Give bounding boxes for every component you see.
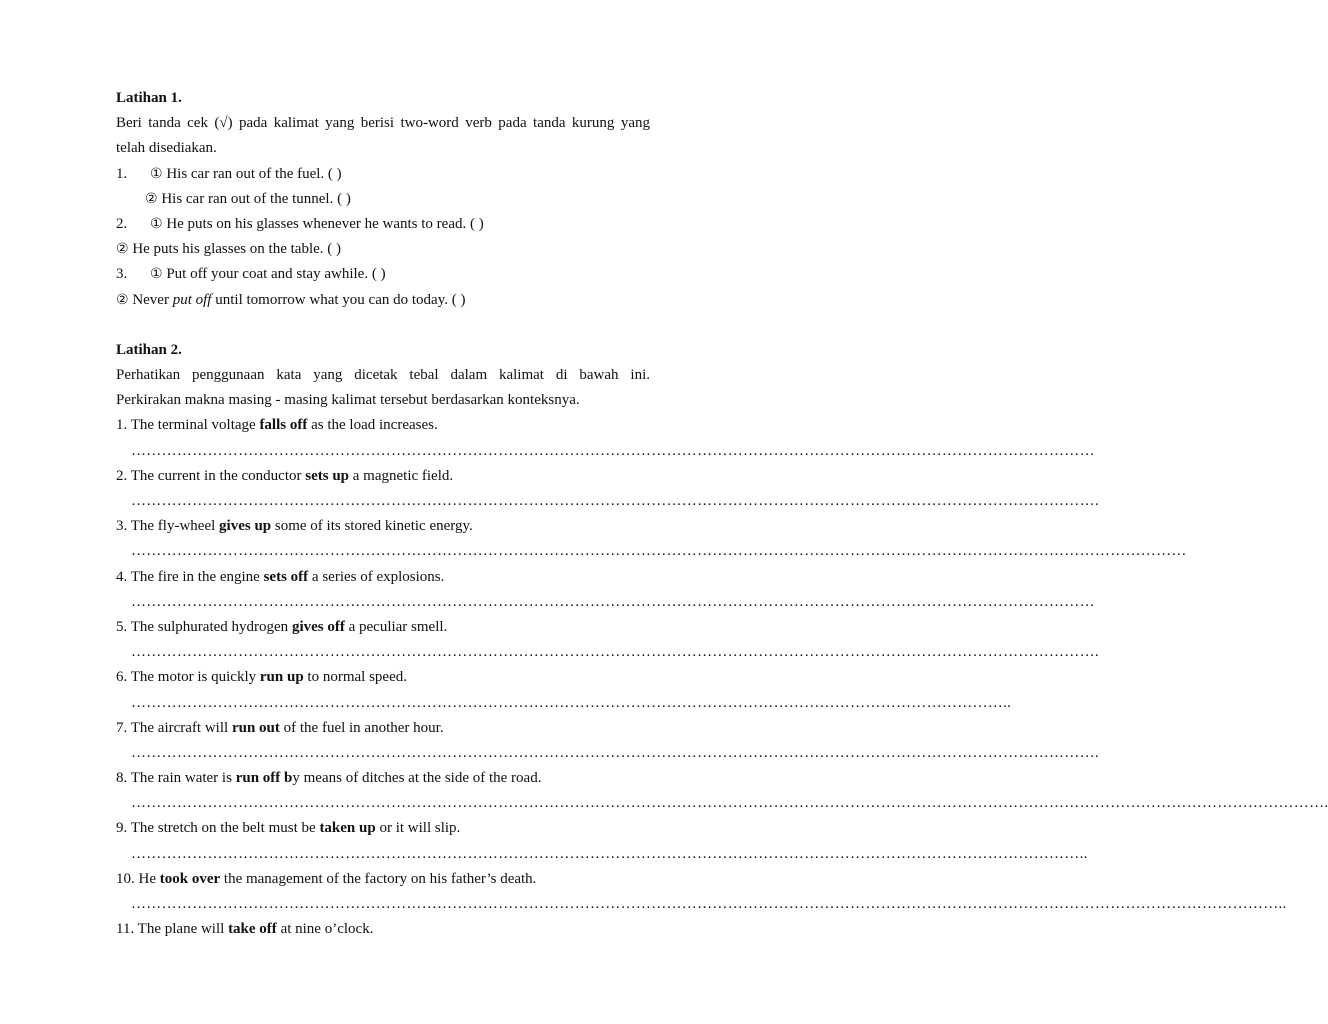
bold-phrase: run off b (235, 770, 293, 787)
item-number: 2. (116, 215, 128, 232)
answer-blank-6[interactable]: ……………………………………………………………………………………………………………………………………………………….. (131, 694, 1012, 711)
latihan-2-title: Latihan 2. (116, 341, 182, 358)
bold-phrase: run up (259, 669, 304, 686)
item-text-italic: put off (172, 291, 212, 308)
circled-two-marker: ② (116, 241, 129, 258)
sentence-text: 4. The fire in the engine (116, 568, 264, 585)
latihan-1-title: Latihan 1. (116, 90, 182, 106)
bold-phrase: sets off (263, 568, 309, 585)
item-number: 1. (116, 165, 128, 182)
exercise-item-2 (116, 464, 650, 489)
bold-phrase: falls off (259, 417, 308, 434)
latihan-1-item-3b (116, 288, 650, 313)
circled-two-marker: ② (116, 291, 129, 308)
item-text: Put off your coat and stay awhile. ( ) (166, 266, 386, 283)
sentence-text: to normal speed. (303, 669, 407, 686)
answer-blank-8[interactable]: ………………………………………………………………………………………………………………………………………………………………………………………………………………. (131, 795, 1328, 812)
sentence-text: a peculiar smell. (344, 618, 448, 635)
item-number: 3. (116, 266, 128, 283)
sentence-text: or it will slip. (375, 820, 461, 837)
circled-two-marker: ② (145, 190, 158, 207)
item-text-after: until tomorrow what you can do today. ( ) (211, 291, 466, 308)
answer-blank-5[interactable]: ………………………………………………………………………………………………………………………………………………………………………. (131, 644, 1099, 661)
item-text: He puts on his glasses whenever he wants to read. ( ) (162, 215, 484, 232)
sentence-text: 7. The aircraft will (116, 719, 232, 736)
exercise-item-10 (116, 867, 650, 892)
sentence-text: 3. The fly-wheel (116, 518, 220, 535)
item-text: His car ran out of the tunnel. ( ) (157, 190, 351, 207)
bold-phrase: gives up (219, 518, 272, 535)
latihan-1-item-1b (116, 187, 650, 212)
latihan-1-instruction-line-2: telah disediakan. (116, 140, 217, 157)
answer-blank-9[interactable]: …………………………………………………………………………………………………………………………………………………………………….. (131, 845, 1088, 862)
latihan-1-item-3a (116, 262, 650, 287)
latihan-1-item-2b (116, 237, 650, 262)
sentence-text: 6. The motor is quickly (116, 669, 260, 686)
latihan-2-instruction-line-2: Perkirakan makna masing - masing kalimat tersebut berdasarkan konteksnya. (116, 392, 580, 409)
exercise-item-3 (116, 514, 650, 539)
item-text-before: Never (128, 291, 173, 308)
latihan-1-item-1a (116, 162, 650, 187)
bold-phrase: took over (159, 870, 221, 887)
circled-one-marker: ① (150, 266, 163, 283)
sentence-text: a series of explosions. (308, 568, 445, 585)
exercise-item-11 (116, 917, 650, 942)
worksheet-page (116, 86, 1328, 942)
exercise-item-1 (116, 413, 650, 438)
sentence-text: 10. He (116, 870, 160, 887)
answer-blank-10[interactable]: ……………………………………………………………………………………………………………………………………………………………………………………………………….. (131, 896, 1287, 912)
bold-phrase: take off (228, 921, 277, 938)
circled-one-marker: ① (150, 215, 163, 232)
sentence-text: as the load increases. (307, 417, 438, 434)
sentence-text: 8. The rain water is (116, 770, 236, 787)
sentence-text: the management of the factory on his father’s death. (220, 870, 537, 887)
bold-phrase: run out (231, 719, 280, 736)
sentence-text: 11. The plane will (116, 921, 229, 938)
exercise-item-9 (116, 816, 650, 841)
sentence-text: y means of ditches at the side of the road. (292, 770, 542, 787)
item-text: He puts his glasses on the table. ( ) (128, 241, 342, 258)
circled-one-marker: ① (150, 165, 163, 182)
exercise-item-5 (116, 615, 650, 640)
answer-blank-3[interactable]: ……………………………………………………………………………………………………………………………………………………………………………………… (131, 543, 1187, 560)
answer-blank-1[interactable]: ……………………………………………………………………………………………………………………………………………………………………… (131, 442, 1095, 459)
latihan-1-item-2a (116, 212, 650, 237)
item-text: His car ran out of the fuel. ( ) (166, 165, 342, 182)
sentence-text: 9. The stretch on the belt must be (116, 820, 320, 837)
exercise-item-8 (116, 766, 650, 791)
answer-blank-4[interactable]: ……………………………………………………………………………………………………………………………………………………………………… (131, 593, 1095, 610)
sentence-text: some of its stored kinetic energy. (271, 518, 473, 535)
sentence-text: 5. The sulphurated hydrogen (116, 618, 292, 635)
bold-phrase: sets up (305, 467, 350, 484)
latihan-1-instruction-line-1: Beri tanda cek (√) pada kalimat yang berisi two-word verb pada tanda kurung yang (116, 115, 650, 132)
exercise-item-7 (116, 716, 650, 741)
bold-phrase: gives off (291, 618, 345, 635)
sentence-text: a magnetic field. (349, 467, 454, 484)
exercise-item-6 (116, 665, 650, 690)
section-gap (116, 313, 650, 338)
answer-blank-2[interactable]: ………………………………………………………………………………………………………………………………………………………………………. (131, 493, 1099, 509)
exercise-item-4 (116, 565, 650, 590)
sentence-text: 1. The terminal voltage (116, 417, 260, 434)
latihan-2-instruction-line-1: Perhatikan penggunaan kata yang dicetak tebal dalam kalimat di bawah ini. (116, 367, 650, 384)
answer-blank-7[interactable]: ………………………………………………………………………………………………………………………………………………………………………. (131, 744, 1099, 761)
sentence-text: of the fuel in another hour. (279, 719, 444, 736)
bold-phrase: taken up (319, 820, 376, 837)
sentence-text: 2. The current in the conductor (116, 467, 306, 484)
sentence-text: at nine o’clock. (276, 921, 374, 938)
